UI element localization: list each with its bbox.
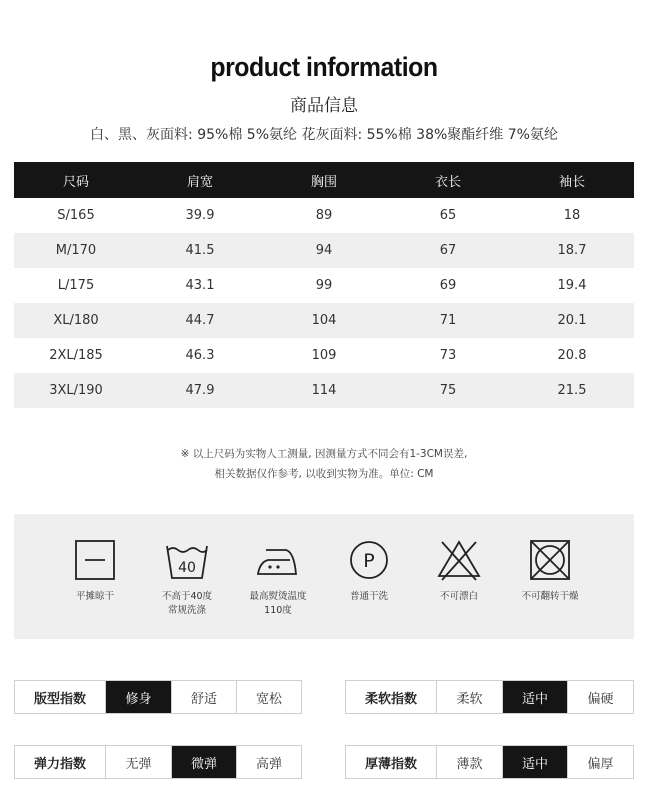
cell-sleeve: 18.7 bbox=[510, 233, 634, 268]
cell-shoulder: 47.9 bbox=[138, 373, 262, 408]
wash-40-icon bbox=[164, 538, 210, 582]
care-label: 不高于40度 常规洗涤 bbox=[161, 591, 213, 616]
table-row bbox=[14, 233, 634, 268]
care-item-iron bbox=[228, 538, 328, 618]
table-row bbox=[14, 198, 634, 233]
header-chest: 胸围 bbox=[262, 162, 386, 198]
measurement-note-line2: 相关数据仅作参考, 以收到实物为准。单位: CM bbox=[214, 468, 434, 480]
fit-index-label: 版型指数 bbox=[15, 681, 106, 713]
size-table bbox=[14, 162, 634, 408]
cell-length: 67 bbox=[386, 233, 510, 268]
cell-sleeve: 21.5 bbox=[510, 373, 634, 408]
cell-sleeve: 20.8 bbox=[557, 348, 587, 363]
cell-chest: 109 bbox=[311, 348, 337, 363]
cell-shoulder: 44.7 bbox=[138, 303, 262, 338]
cell-length: 69 bbox=[439, 278, 457, 293]
thickness-option-medium[interactable]: 适中 bbox=[503, 746, 568, 778]
cell-size: L/175 bbox=[57, 278, 95, 293]
header-sleeve: 袖长 bbox=[510, 162, 634, 198]
cell-sleeve: 19.4 bbox=[557, 278, 587, 293]
care-item-flat-dry bbox=[45, 538, 145, 604]
elasticity-option-slight[interactable]: 微弹 bbox=[172, 746, 237, 778]
softness-index bbox=[345, 680, 634, 714]
elasticity-index-label: 弹力指数 bbox=[15, 746, 106, 778]
no-bleach-icon bbox=[436, 538, 482, 582]
softness-option-soft[interactable]: 柔软 bbox=[437, 681, 503, 713]
cell-size: M/170 bbox=[14, 233, 138, 268]
elasticity-index bbox=[14, 745, 302, 779]
table-row bbox=[14, 268, 634, 303]
fit-option-slim[interactable]: 修身 bbox=[106, 681, 172, 713]
elasticity-option-high[interactable]: 高弹 bbox=[255, 756, 282, 772]
no-tumble-dry-icon bbox=[528, 538, 572, 582]
cell-chest: 94 bbox=[262, 233, 386, 268]
cell-size: 2XL/185 bbox=[49, 348, 103, 363]
iron-icon bbox=[254, 538, 302, 582]
flat-dry-icon bbox=[73, 538, 117, 582]
thickness-index bbox=[345, 745, 634, 779]
measurement-note-line1: ※ 以上尺码为实物人工测量, 因测量方式不同会有1-3CM误差, bbox=[180, 448, 468, 460]
header-shoulder: 肩宽 bbox=[138, 162, 262, 198]
cell-size: S/165 bbox=[57, 208, 95, 223]
care-item-no-bleach bbox=[409, 538, 509, 604]
softness-option-medium[interactable]: 适中 bbox=[503, 681, 568, 713]
thickness-option-thick[interactable]: 偏厚 bbox=[587, 756, 614, 772]
cell-size: XL/180 bbox=[14, 303, 138, 338]
cell-sleeve: 20.1 bbox=[510, 303, 634, 338]
table-row bbox=[14, 303, 634, 338]
fit-index bbox=[14, 680, 302, 714]
header-size: 尺码 bbox=[14, 162, 138, 198]
cell-chest: 114 bbox=[262, 373, 386, 408]
care-label: 最高熨烫温度 110度 bbox=[249, 591, 307, 616]
softness-index-label: 柔软指数 bbox=[346, 681, 437, 713]
care-label: 不可漂白 bbox=[439, 591, 478, 602]
care-label: 普通干洗 bbox=[349, 591, 388, 602]
cell-chest: 89 bbox=[315, 208, 333, 223]
dry-clean-p-icon bbox=[347, 538, 391, 582]
fit-option-comfort[interactable]: 舒适 bbox=[172, 681, 237, 713]
thickness-option-thin[interactable]: 薄款 bbox=[437, 746, 503, 778]
dry-clean-symbol: P bbox=[363, 550, 375, 572]
care-item-wash-40 bbox=[137, 538, 237, 618]
title-english: product information bbox=[210, 52, 438, 82]
care-label: 不可翻转干燥 bbox=[521, 591, 579, 602]
size-table-header bbox=[14, 162, 634, 198]
cell-shoulder: 46.3 bbox=[185, 348, 215, 363]
cell-chest: 99 bbox=[315, 278, 333, 293]
header-length: 衣长 bbox=[386, 162, 510, 198]
cell-shoulder: 39.9 bbox=[185, 208, 215, 223]
cell-length: 73 bbox=[439, 348, 457, 363]
wash-temperature: 40 bbox=[178, 560, 196, 576]
title-chinese: 商品信息 bbox=[290, 96, 358, 116]
cell-length: 71 bbox=[386, 303, 510, 338]
care-instructions-panel bbox=[14, 514, 634, 639]
cell-sleeve: 18 bbox=[563, 208, 581, 223]
table-row bbox=[14, 338, 634, 373]
elasticity-option-none[interactable]: 无弹 bbox=[106, 746, 172, 778]
care-item-dry-clean bbox=[319, 538, 419, 604]
cell-length: 75 bbox=[386, 373, 510, 408]
cell-shoulder: 43.1 bbox=[185, 278, 215, 293]
material-composition: 白、黑、灰面料: 95%棉 5%氨纶 花灰面料: 55%棉 38%聚酯纤维 7%氨纶 bbox=[90, 127, 558, 143]
thickness-index-label: 厚薄指数 bbox=[346, 746, 437, 778]
table-row bbox=[14, 373, 634, 408]
cell-length: 65 bbox=[439, 208, 457, 223]
cell-size: 3XL/190 bbox=[14, 373, 138, 408]
care-item-no-tumble-dry bbox=[500, 538, 600, 604]
softness-option-hard[interactable]: 偏硬 bbox=[587, 691, 614, 707]
care-label: 平摊晾干 bbox=[75, 591, 114, 602]
cell-chest: 104 bbox=[262, 303, 386, 338]
cell-shoulder: 41.5 bbox=[138, 233, 262, 268]
fit-option-loose[interactable]: 宽松 bbox=[255, 691, 282, 707]
